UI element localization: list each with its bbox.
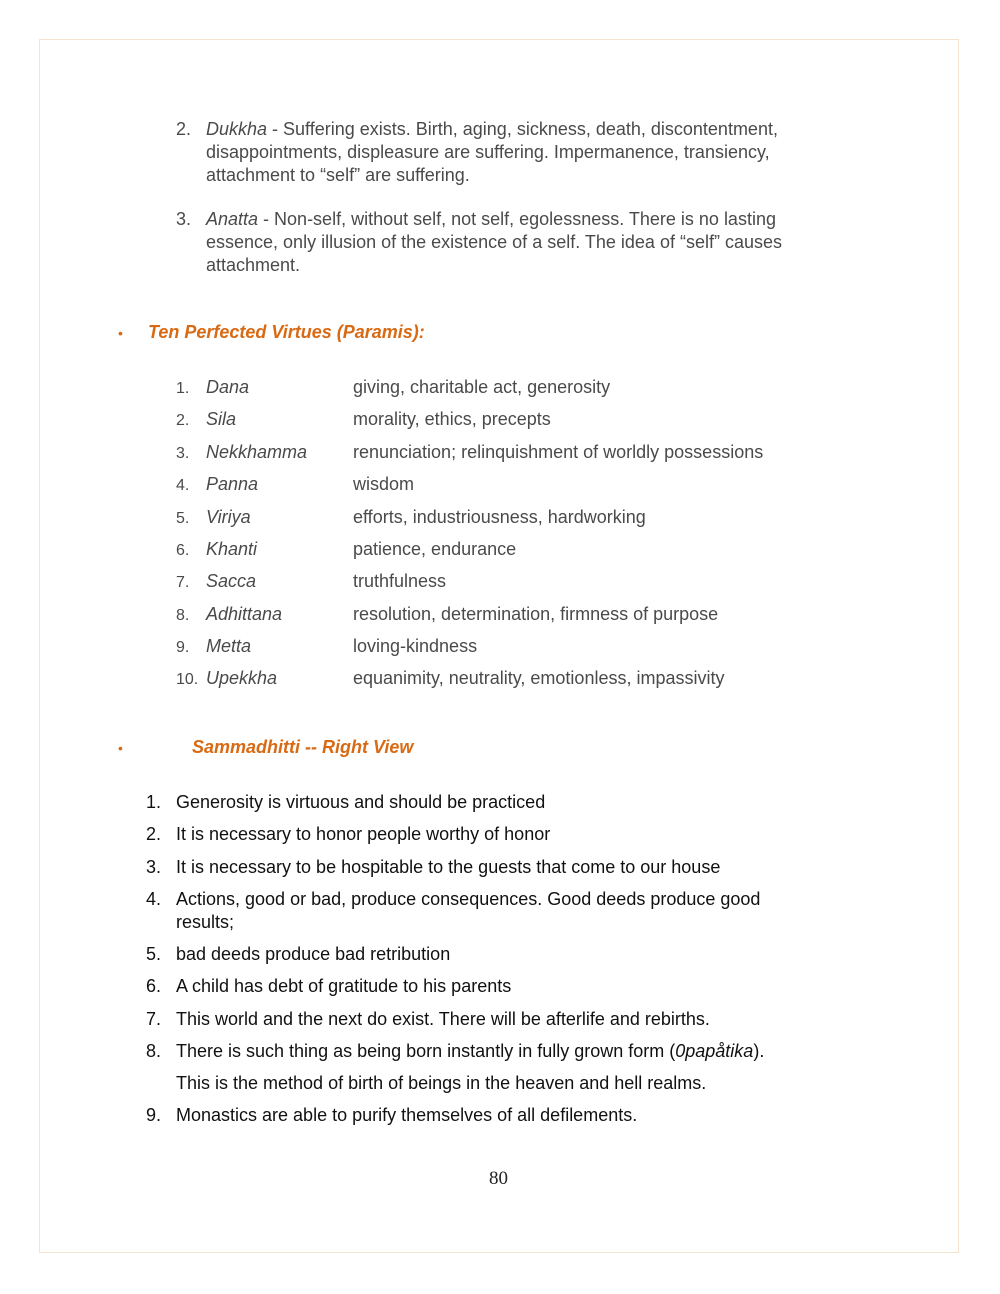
list-text: This world and the next do exist. There will be afterlife and rebirths. xyxy=(176,1009,710,1029)
item-text: - Suffering exists. Birth, aging, sickness, death, discontentment, xyxy=(267,119,778,139)
row-term: Panna xyxy=(206,474,259,494)
row-meaning: truthfulness xyxy=(353,571,447,591)
row-term: Metta xyxy=(206,636,252,656)
row-meaning: efforts, industriousness, hardworking xyxy=(353,507,646,527)
row-meaning: giving, charitable act, generosity xyxy=(353,377,611,397)
row-term: Adhittana xyxy=(206,604,283,624)
list-text: It is necessary to honor people worthy of honor xyxy=(176,824,551,844)
item-text: - Non-self, without self, not self, egolessness. There is no lasting xyxy=(258,209,776,229)
row-meaning: wisdom xyxy=(353,474,415,494)
list-number: 5. xyxy=(146,944,162,964)
page-number: 80 xyxy=(489,1168,508,1189)
item-line: disappointments, displeasure are suffering. Impermanence, transiency, xyxy=(206,142,770,162)
row-term: Sila xyxy=(206,409,237,429)
row-number: 8. xyxy=(176,607,190,624)
row-term: Upekkha xyxy=(206,668,278,688)
item-number: 3. xyxy=(176,209,192,229)
list-text: Actions, good or bad, produce consequences. Good deeds produce good xyxy=(176,889,761,909)
bullet-icon: • xyxy=(118,325,123,341)
list-number: 8. xyxy=(146,1041,162,1061)
row-term: Khanti xyxy=(206,539,258,559)
list-text xyxy=(176,1040,764,1063)
row-term: Dana xyxy=(206,377,250,397)
list-text: Monastics are able to purify themselves of all defilements. xyxy=(176,1105,638,1125)
list-text: It is necessary to be hospitable to the guests that come to our house xyxy=(176,857,721,877)
row-number: 3. xyxy=(176,445,190,462)
item-line: essence, only illusion of the existence of a self. The idea of “self” causes xyxy=(206,232,782,252)
row-number: 6. xyxy=(176,542,190,559)
item-line: attachment. xyxy=(206,255,301,275)
list-number: 2. xyxy=(146,824,162,844)
row-number: 10. xyxy=(176,671,199,688)
row-number: 9. xyxy=(176,639,190,656)
list-number: 9. xyxy=(146,1105,162,1125)
bullet-icon: • xyxy=(118,740,123,756)
item-number: 2. xyxy=(176,119,192,139)
row-number: 7. xyxy=(176,574,190,591)
item-line: attachment to “self” are suffering. xyxy=(206,165,470,185)
list-text-main: There is such thing as being born instantly in fully grown form ( xyxy=(176,1041,676,1061)
list-number: 3. xyxy=(146,857,162,877)
list-number: 4. xyxy=(146,889,162,909)
row-meaning: morality, ethics, precepts xyxy=(353,409,551,429)
item-line xyxy=(206,118,778,141)
list-number: 6. xyxy=(146,976,162,996)
list-text: Generosity is virtuous and should be practiced xyxy=(176,792,546,812)
list-text: A child has debt of gratitude to his parents xyxy=(176,976,512,996)
list-text-continued: This is the method of birth of beings in the heaven and hell realms. xyxy=(176,1073,707,1093)
list-text: bad deeds produce bad retribution xyxy=(176,944,451,964)
list-number: 1. xyxy=(146,792,162,812)
row-meaning: patience, endurance xyxy=(353,539,517,559)
row-meaning: loving-kindness xyxy=(353,636,478,656)
item-line xyxy=(206,208,776,231)
list-text-continued: results; xyxy=(176,912,235,932)
row-number: 2. xyxy=(176,412,190,429)
row-number: 4. xyxy=(176,477,190,494)
right-view-heading: Sammadhitti -- Right View xyxy=(192,737,414,757)
item-term: Anatta xyxy=(206,209,259,229)
row-term: Sacca xyxy=(206,571,257,591)
row-number: 5. xyxy=(176,510,190,527)
row-number: 1. xyxy=(176,380,190,397)
row-meaning: resolution, determination, firmness of purpose xyxy=(353,604,719,624)
list-text-italic: 0papåtika xyxy=(675,1041,754,1061)
row-term: Viriya xyxy=(206,507,251,527)
item-term: Dukkha xyxy=(206,119,268,139)
list-number: 7. xyxy=(146,1009,162,1029)
paramis-heading: Ten Perfected Virtues (Paramis): xyxy=(148,322,425,342)
row-meaning: renunciation; relinquishment of worldly possessions xyxy=(353,442,764,462)
list-text-after: ). xyxy=(753,1041,765,1061)
row-term: Nekkhamma xyxy=(206,442,308,462)
row-meaning: equanimity, neutrality, emotionless, impassivity xyxy=(353,668,725,688)
